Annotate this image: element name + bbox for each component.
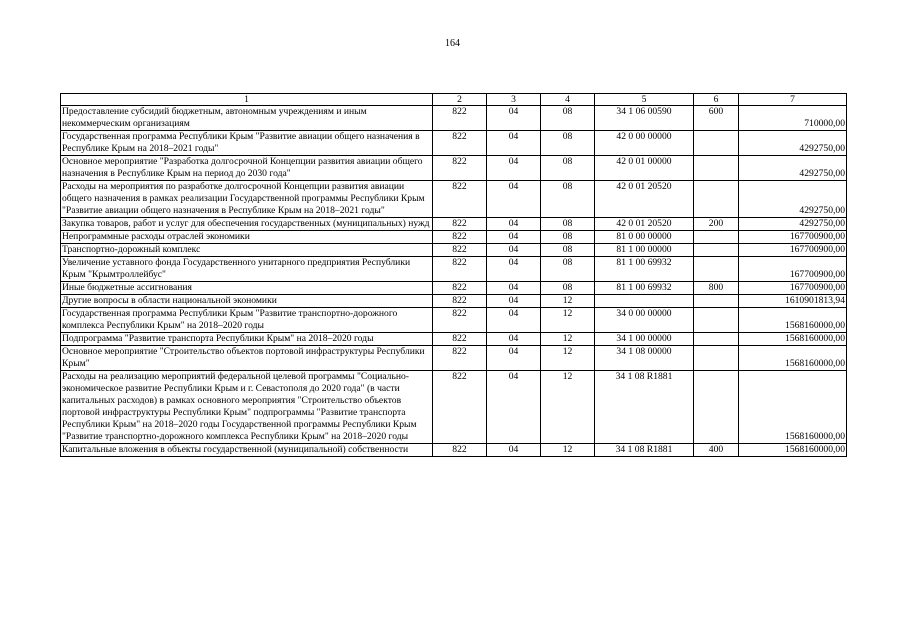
cell-col-3: 04: [487, 308, 541, 333]
cell-col-3: 04: [487, 282, 541, 295]
cell-amount: 167700900,00: [739, 231, 847, 244]
table-row: [61, 218, 847, 231]
item-name: Закупка товаров, работ и услуг для обеспечения государственных (муниципальных) нужд: [61, 218, 433, 231]
table-row: [61, 131, 847, 156]
cell-col-4: 08: [541, 257, 595, 282]
cell-col-5: 81 1 00 69932: [595, 257, 694, 282]
cell-col-2: 822: [433, 282, 487, 295]
cell-col-5: 34 1 08 R1881: [595, 371, 694, 444]
cell-col-3: 04: [487, 106, 541, 131]
cell-col-3: 04: [487, 295, 541, 308]
cell-col-3: 04: [487, 333, 541, 346]
cell-amount: 1568160000,00: [739, 371, 847, 444]
item-name: Основное мероприятие "Разработка долгосрочной Концепции развития авиации общего назначения в Республике Крым на период до 2030 года": [61, 156, 433, 181]
cell-col-3: 04: [487, 371, 541, 444]
cell-col-4: 12: [541, 444, 595, 457]
cell-col-5: 42 0 01 20520: [595, 181, 694, 218]
cell-amount: 1568160000,00: [739, 333, 847, 346]
cell-col-2: 822: [433, 156, 487, 181]
cell-col-4: 08: [541, 106, 595, 131]
cell-col-6: [694, 156, 739, 181]
cell-col-5: 81 1 00 00000: [595, 244, 694, 257]
header-cell: 1: [61, 94, 433, 106]
cell-col-5: 34 1 08 R1881: [595, 444, 694, 457]
item-name: Капитальные вложения в объекты государственной (муниципальной) собственности: [61, 444, 433, 457]
cell-col-5: 34 1 08 00000: [595, 346, 694, 371]
cell-col-4: 08: [541, 218, 595, 231]
table-row: [61, 308, 847, 333]
table-row: [61, 106, 847, 131]
cell-amount: 167700900,00: [739, 244, 847, 257]
cell-col-6: [694, 131, 739, 156]
header-cell: 2: [433, 94, 487, 106]
item-name: Увеличение уставного фонда Государственного унитарного предприятия Республики Крым "Крымтроллейбус": [61, 257, 433, 282]
cell-amount: 4292750,00: [739, 218, 847, 231]
cell-col-2: 822: [433, 244, 487, 257]
cell-col-5: 34 1 06 00590: [595, 106, 694, 131]
item-name: Иные бюджетные ассигнования: [61, 282, 433, 295]
cell-col-2: 822: [433, 181, 487, 218]
budget-table: [60, 93, 847, 457]
cell-col-3: 04: [487, 131, 541, 156]
cell-col-2: 822: [433, 218, 487, 231]
cell-amount: 1568160000,00: [739, 444, 847, 457]
cell-col-2: 822: [433, 333, 487, 346]
cell-col-4: 12: [541, 333, 595, 346]
table-row: [61, 346, 847, 371]
header-cell: 7: [739, 94, 847, 106]
cell-col-6: 600: [694, 106, 739, 131]
cell-col-6: 800: [694, 282, 739, 295]
cell-col-3: 04: [487, 231, 541, 244]
cell-col-4: 12: [541, 371, 595, 444]
cell-amount: 4292750,00: [739, 131, 847, 156]
cell-col-6: [694, 371, 739, 444]
header-cell: 4: [541, 94, 595, 106]
cell-col-4: 08: [541, 282, 595, 295]
header-cell: 3: [487, 94, 541, 106]
cell-col-4: 08: [541, 156, 595, 181]
cell-col-2: 822: [433, 444, 487, 457]
table-row: [61, 156, 847, 181]
cell-amount: 1568160000,00: [739, 308, 847, 333]
table-row: [61, 333, 847, 346]
item-name: Непрограммные расходы отраслей экономики: [61, 231, 433, 244]
cell-col-5: 42 0 01 00000: [595, 156, 694, 181]
cell-col-2: 822: [433, 131, 487, 156]
cell-col-2: 822: [433, 231, 487, 244]
cell-col-3: 04: [487, 346, 541, 371]
cell-col-3: 04: [487, 444, 541, 457]
cell-col-6: [694, 295, 739, 308]
item-name: Расходы на мероприятия по разработке долгосрочной Концепции развития авиации общего назначения в рамках реализации Государственной программы Республики Крым "Развитие авиации общего назначения в Республике Крым на 2018–2021 годы": [61, 181, 433, 218]
header-cell: 5: [595, 94, 694, 106]
table-row: [61, 282, 847, 295]
table-row: [61, 244, 847, 257]
cell-col-4: 12: [541, 308, 595, 333]
cell-col-5: 34 0 00 00000: [595, 308, 694, 333]
item-name: Основное мероприятие "Строительство объектов портовой инфраструктуры Республики Крым": [61, 346, 433, 371]
cell-col-2: 822: [433, 308, 487, 333]
cell-col-4: 08: [541, 181, 595, 218]
cell-amount: 4292750,00: [739, 156, 847, 181]
cell-col-6: 400: [694, 444, 739, 457]
cell-col-4: 08: [541, 131, 595, 156]
cell-col-3: 04: [487, 156, 541, 181]
item-name: Расходы на реализацию мероприятий федеральной целевой программы "Социально-экономическое развитие Республики Крым и г. Севастополя до 2020 года" (в части капитальных расходов) в рамках основного мероприятия "Строительство объектов портовой инфраструктуры Республики Крым" подпрограммы "Развитие транспорта Республики Крым" на 2018–2020 годы Государственной программы Республики Крым "Развитие транспортно-дорожного комплекса Республики Крым" на 2018–2020 годы: [61, 371, 433, 444]
item-name: Другие вопросы в области национальной экономики: [61, 295, 433, 308]
cell-col-2: 822: [433, 106, 487, 131]
cell-col-4: 12: [541, 346, 595, 371]
cell-col-6: [694, 308, 739, 333]
cell-col-4: 08: [541, 244, 595, 257]
table-row: [61, 444, 847, 457]
cell-col-6: [694, 333, 739, 346]
cell-col-5: 34 1 00 00000: [595, 333, 694, 346]
cell-col-6: [694, 181, 739, 218]
header-cell: 6: [694, 94, 739, 106]
cell-amount: 167700900,00: [739, 282, 847, 295]
cell-amount: 4292750,00: [739, 181, 847, 218]
cell-col-2: 822: [433, 346, 487, 371]
table-row: [61, 231, 847, 244]
cell-col-3: 04: [487, 218, 541, 231]
cell-col-4: 12: [541, 295, 595, 308]
cell-amount: 167700900,00: [739, 257, 847, 282]
cell-amount: 1568160000,00: [739, 346, 847, 371]
cell-col-6: [694, 257, 739, 282]
cell-col-2: 822: [433, 371, 487, 444]
cell-col-3: 04: [487, 181, 541, 218]
cell-col-5: [595, 295, 694, 308]
item-name: Предоставление субсидий бюджетным, автономным учреждениям и иным некоммерческим организациям: [61, 106, 433, 131]
cell-col-4: 08: [541, 231, 595, 244]
cell-col-2: 822: [433, 295, 487, 308]
item-name: Государственная программа Республики Крым "Развитие транспортно-дорожного комплекса Республики Крым" на 2018–2020 годы: [61, 308, 433, 333]
table-row: [61, 295, 847, 308]
cell-col-3: 04: [487, 244, 541, 257]
cell-amount: 1610901813,94: [739, 295, 847, 308]
item-name: Транспортно-дорожный комплекс: [61, 244, 433, 257]
cell-col-6: [694, 231, 739, 244]
page-number: 164: [445, 38, 460, 49]
cell-col-6: [694, 346, 739, 371]
table-row: [61, 371, 847, 444]
cell-amount: 710000,00: [739, 106, 847, 131]
cell-col-6: [694, 244, 739, 257]
item-name: Государственная программа Республики Крым "Развитие авиации общего назначения в Республике Крым на 2018–2021 годы": [61, 131, 433, 156]
item-name: Подпрограмма "Развитие транспорта Республики Крым" на 2018–2020 годы: [61, 333, 433, 346]
table-row: [61, 181, 847, 218]
cell-col-5: 42 0 00 00000: [595, 131, 694, 156]
cell-col-3: 04: [487, 257, 541, 282]
cell-col-6: 200: [694, 218, 739, 231]
cell-col-5: 81 1 00 69932: [595, 282, 694, 295]
cell-col-5: 81 0 00 00000: [595, 231, 694, 244]
table-row: [61, 257, 847, 282]
cell-col-5: 42 0 01 20520: [595, 218, 694, 231]
table-header-row: [61, 94, 847, 106]
cell-col-2: 822: [433, 257, 487, 282]
